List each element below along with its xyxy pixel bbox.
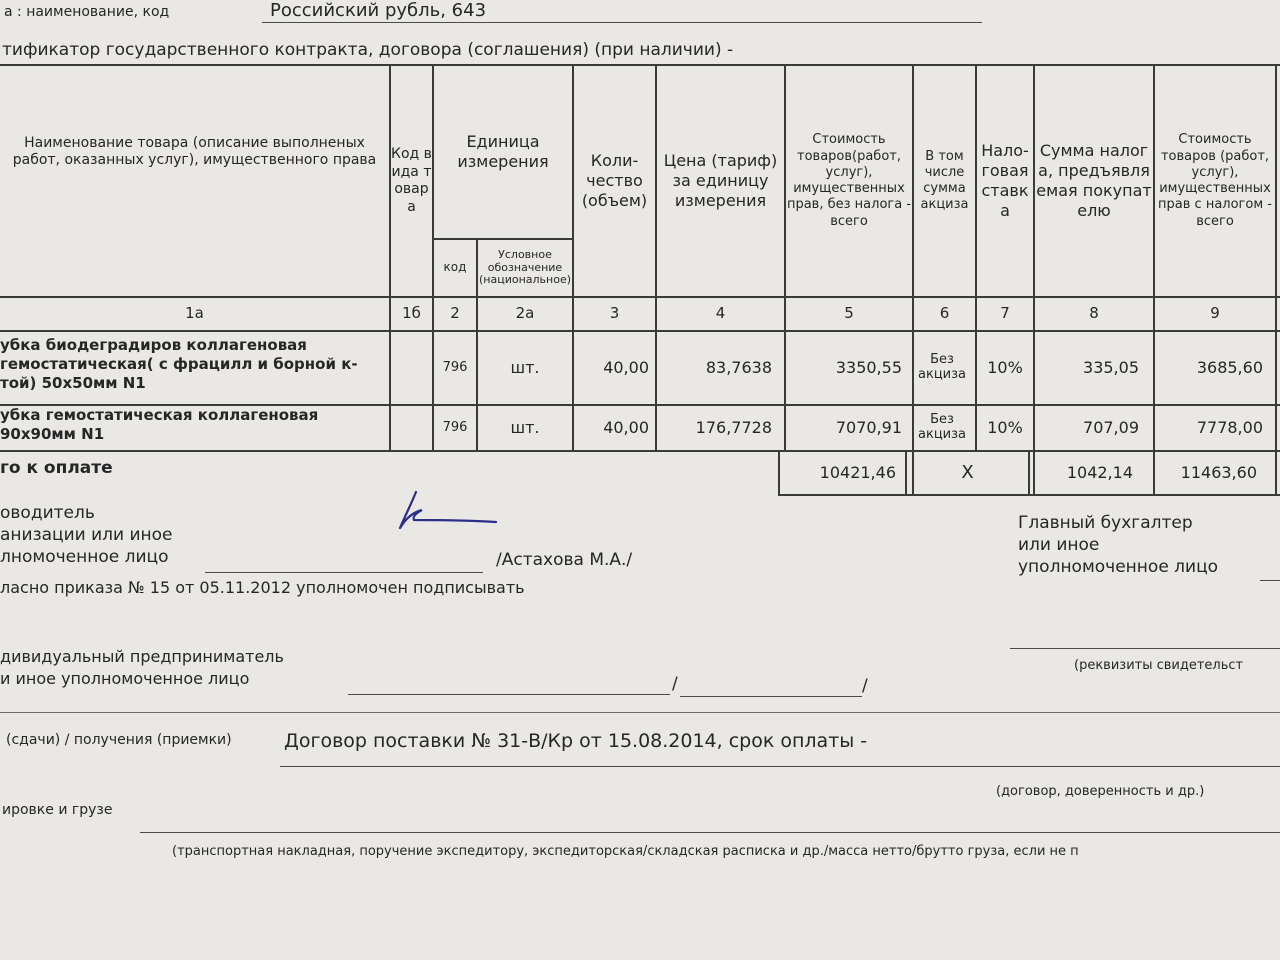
contract-id-label: тификатор государственного контракта, договора (соглашения) (при наличии) -: [2, 40, 734, 60]
entrepreneur-label: дивидуальный предприниматель и иное уполномоченное лицо: [0, 647, 284, 688]
total-with-tax: 11463,60: [1180, 462, 1257, 482]
cost-without-tax: 7070,91: [835, 417, 902, 437]
quantity: 40,00: [603, 417, 649, 437]
cost-with-tax: 7778,00: [1196, 417, 1263, 437]
transfer-basis-label: (сдачи) / получения (приемки): [6, 732, 232, 748]
product-name: убка гемостатическая коллагеновая 90х90мм N1: [0, 406, 319, 443]
unit-name: шт.: [510, 357, 540, 377]
handwritten-signature-icon: [392, 488, 502, 540]
head-signature-line: [205, 572, 483, 573]
col-header-9: Стоимость товаров (работ, услуг), имущественных прав с налогом - всего: [1158, 132, 1272, 229]
requisites-caption: (реквизиты свидетельст: [1074, 658, 1244, 673]
col-number: 1а: [185, 304, 204, 323]
price: 176,7728: [695, 417, 772, 437]
col-number: 8: [1089, 304, 1099, 323]
tax-amount: 707,09: [1083, 417, 1139, 437]
col-number: 7: [1000, 304, 1010, 323]
transfer-basis-caption: (договор, доверенность и др.): [996, 784, 1205, 799]
currency-label: а : наименование, код: [4, 4, 170, 20]
tax-amount: 335,05: [1083, 357, 1139, 377]
col-number: 9: [1210, 304, 1220, 323]
excise: Без акциза: [918, 352, 966, 382]
total-tax: 1042,14: [1066, 462, 1133, 482]
total-label: го к оплате: [0, 458, 113, 478]
cargo-line: [140, 832, 1280, 833]
col-header-1a: Наименование товара (описание выполненых работ, оказанных услуг), имущественного права: [12, 134, 377, 168]
total-excise: X: [961, 461, 974, 483]
requisites-line: [1010, 648, 1280, 649]
col-number: 6: [939, 304, 950, 323]
slash-separator: /: [672, 674, 678, 694]
authorization-order: ласно приказа № 15 от 05.11.2012 уполномочен подписывать: [0, 578, 525, 597]
price: 83,7638: [705, 357, 772, 377]
chief-accountant-label: Главный бухгалтер или иное уполномоченное лицо: [1018, 513, 1219, 577]
col-number: 4: [715, 304, 726, 323]
total-cost-without-tax: 10421,46: [819, 462, 896, 482]
col-header-7: Нало-говая ставка: [981, 141, 1029, 220]
section-divider: [0, 712, 1280, 713]
col-header-8: Сумма налога, предъявляемая покупателю: [1036, 141, 1152, 220]
excise: Без акциза: [918, 412, 966, 442]
col-number: 2а: [515, 304, 535, 323]
tax-rate: 10%: [987, 417, 1023, 437]
col-header-6: В том числе сумма акциза: [920, 148, 969, 213]
col-header-2: код: [443, 260, 467, 275]
unit-name: шт.: [510, 417, 540, 437]
cost-with-tax: 3685,60: [1196, 357, 1263, 377]
transfer-basis-line: [280, 766, 1280, 767]
accountant-signature-line: [1260, 580, 1280, 581]
col-number: 5: [844, 304, 854, 323]
head-name: /Астахова М.А./: [496, 550, 633, 570]
col-header-1b: Код вида товара: [391, 146, 432, 215]
head-signatory-label: оводитель анизации или иное лномоченное лицо: [0, 503, 173, 567]
col-number: 1б: [402, 304, 421, 323]
col-header-5: Стоимость товаров(работ, услуг), имущественных прав, без налога - всего: [786, 132, 912, 229]
col-header-2a: Условное обозначение (национальное): [478, 248, 572, 287]
col-header-3: Коли-чество (объем): [581, 151, 648, 210]
entrepreneur-name-line: [680, 696, 862, 697]
col-header-2-group: Единица измерения: [457, 132, 549, 171]
cargo-caption: (транспортная накладная, поручение экспедитору, экспедиторская/складская расписка и др./масса нетто/брутто груза, если не п: [172, 844, 1079, 859]
tax-rate: 10%: [987, 357, 1023, 377]
unit-code: 796: [442, 359, 468, 375]
cost-without-tax: 3350,55: [835, 357, 902, 377]
slash-end: /: [862, 676, 868, 696]
col-number: 2: [450, 304, 460, 323]
cargo-label: ировке и грузе: [2, 802, 113, 818]
entrepreneur-signature-line: [348, 694, 670, 695]
currency-value: Российский рубль, 643: [270, 0, 487, 21]
transfer-basis-value: Договор поставки № 31-В/Кр от 15.08.2014, срок оплаты -: [284, 730, 868, 752]
col-header-4: Цена (тариф) за единицу измерения: [663, 151, 778, 210]
unit-code: 796: [442, 419, 468, 435]
product-name: убка биодеградиров коллагеновая гемостатическая( с фрацилл и борной к- той) 50х50мм N1: [0, 336, 358, 392]
col-number: 3: [609, 304, 620, 323]
quantity: 40,00: [603, 357, 649, 377]
currency-underline: [262, 22, 982, 23]
